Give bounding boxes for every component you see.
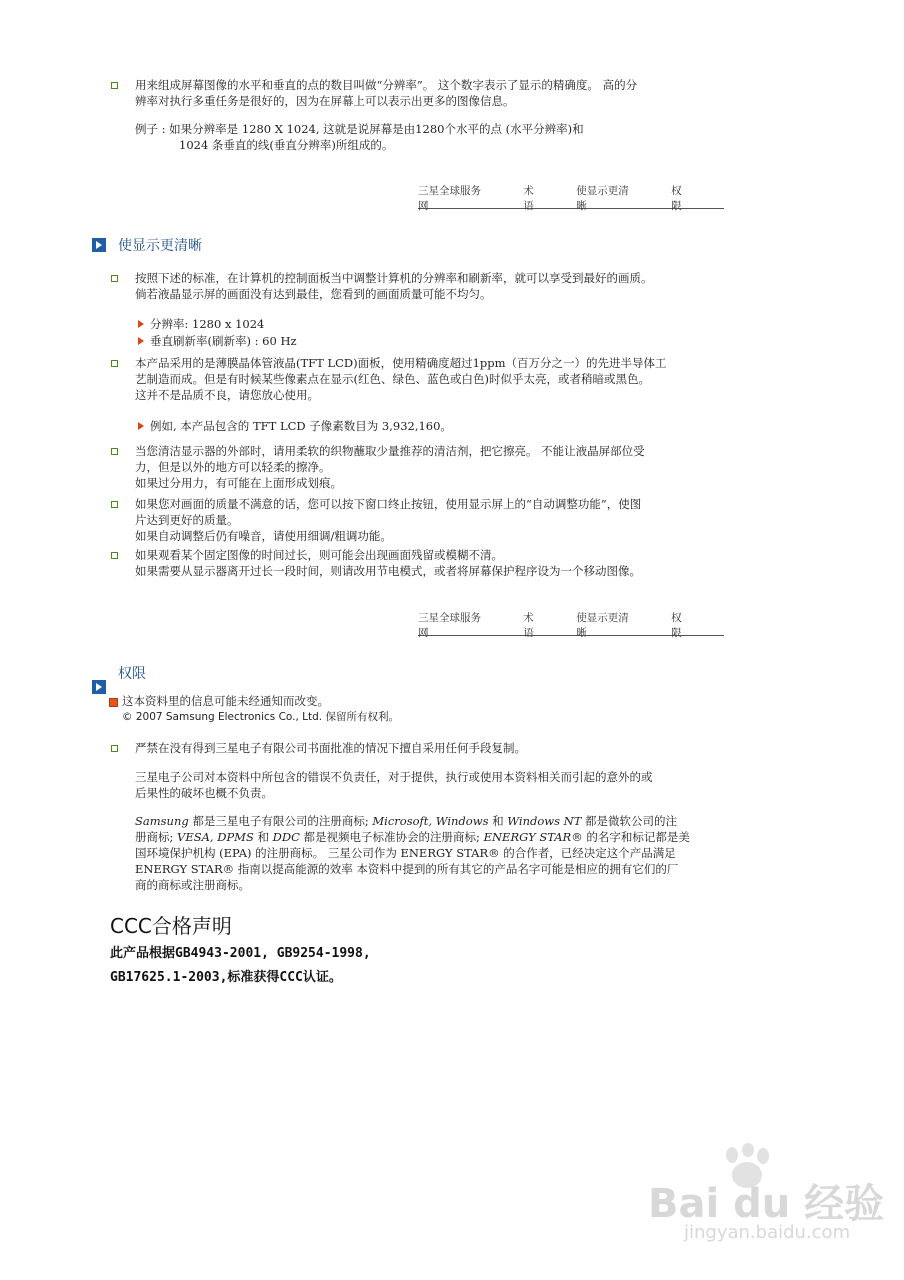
- brand-text: Samsung: [135, 814, 189, 828]
- watermark-brand: Bai du 经验: [648, 1181, 885, 1227]
- text-line: 按照下述的标准，在计算机的控制面板当中调整计算机的分辨率和刷新率，就可以享受到最好的画质。: [135, 271, 653, 285]
- nav-link-terms[interactable]: 术语: [523, 185, 534, 212]
- brand-text: VESA, DPMS: [177, 830, 254, 844]
- liability-paragraph: [135, 769, 653, 801]
- refresh-spec: 垂直刷新率(刷新率) : 60 Hz: [150, 334, 297, 348]
- nav-link-samsung-service[interactable]: 三星全球服务网: [418, 185, 481, 212]
- triangle-bullet-icon: [138, 422, 144, 430]
- section-arrow-icon: [92, 238, 106, 252]
- subpixel-count: 例如, 本产品包含的 TFT LCD 子像素数目为 3,932,160。: [150, 419, 452, 433]
- text-line: GB17625.1-2003,标准获得CCC认证。: [110, 970, 342, 985]
- text-line: [135, 813, 690, 829]
- text-line: 如果过分用力，有可能在上面形成划痕。: [135, 476, 342, 490]
- text-span: 都是视频电子标准协会的注册商标;: [299, 830, 484, 844]
- nav-link-rights[interactable]: 权限: [671, 185, 682, 212]
- nav-link-clear-display[interactable]: 使显示更清晰: [576, 612, 629, 639]
- section-title-clear: 使显示更清晰: [118, 238, 202, 254]
- text-span: 都是三星电子有限公司的注册商标;: [188, 814, 373, 828]
- text-line: 三星电子公司对本资料中所包含的错误不负责任，对于提供，执行或使用本资料相关而引起的意外的或: [135, 770, 653, 784]
- text-line: [135, 829, 690, 845]
- intro-line: 辨率对执行多重任务是很好的，因为在屏幕上可以表示出更多的图像信息。: [135, 94, 515, 108]
- text-line: 这本资料里的信息可能未经通知而改变。: [122, 694, 329, 708]
- text-line: 如果自动调整后仍有噪音，请使用细调/粗调功能。: [135, 529, 392, 543]
- brand-text: Microsoft, Windows: [372, 814, 489, 828]
- section-title-rights: 权限: [118, 666, 146, 682]
- bullet-icon: [111, 360, 118, 367]
- nav-link-terms[interactable]: 术语: [523, 612, 534, 639]
- text-line: 如果观看某个固定图像的时间过长，则可能会出现画面残留或模糊不清。: [135, 548, 503, 562]
- text-line: 本产品采用的是薄膜晶体管液晶(TFT LCD)面板，使用精确度超过1ppm（百万分之一）的先进半导体工: [135, 356, 667, 370]
- bullet-icon: [111, 501, 118, 508]
- nav-link-samsung-service[interactable]: 三星全球服务网: [418, 612, 481, 639]
- example-line: 1024 条垂直的线(垂直分辨率)所组成的。: [179, 138, 394, 152]
- rights-bullet-1: 严禁在没有得到三星电子有限公司书面批准的情况下擅自采用任何手段复制。: [135, 741, 526, 755]
- brand-text: DDC: [272, 830, 300, 844]
- copyright-line: © 2007 Samsung Electronics Co., Ltd. 保留所有权利。: [122, 711, 399, 723]
- watermark-url: jingyan.baidu.com: [684, 1222, 851, 1243]
- text-line: 倘若液晶显示屏的画面没有达到最佳，您看到的画面质量可能不均匀。: [135, 287, 492, 301]
- text-line: 商的商标或注册商标。: [135, 878, 250, 892]
- ccc-title: CCC合格声明: [110, 914, 232, 938]
- ccc-statement: [110, 942, 371, 990]
- intro-paragraph: [135, 77, 637, 109]
- text-line: 国环境保护机构 (EPA) 的注册商标。 三星公司作为 ENERGY STAR® 的合作者，已经决定这个产品满足: [135, 846, 676, 860]
- text-line: ENERGY STAR® 指南以提高能源的效率 本资料中提到的所有其它的产品名字可能是相应的拥有它们的厂: [135, 862, 679, 876]
- nav-bar: [418, 612, 724, 639]
- triangle-bullet-icon: [138, 320, 144, 328]
- clear-bullet-3: [135, 443, 645, 491]
- nav-bar: [418, 185, 724, 212]
- clear-bullet-2: [135, 355, 667, 403]
- text-line: 这并不是品质不良，请您放心使用。: [135, 388, 319, 402]
- trademark-paragraph: [135, 813, 690, 893]
- section-arrow-icon: [92, 680, 106, 694]
- triangle-bullet-icon: [138, 337, 144, 345]
- clear-bullet-5: [135, 547, 641, 579]
- nav-link-clear-display[interactable]: 使显示更清晰: [576, 185, 629, 212]
- text-line: 后果性的破坏也概不负责。: [135, 786, 273, 800]
- clear-bullet-1: [135, 270, 653, 302]
- bullet-icon: [111, 82, 118, 89]
- example-text: [135, 121, 584, 153]
- text-span: 和: [253, 830, 273, 844]
- brand-text: Windows NT: [507, 814, 582, 828]
- notice-bullet-icon: [109, 698, 118, 707]
- text-line: 片达到更好的质量。: [135, 513, 239, 527]
- bullet-icon: [111, 448, 118, 455]
- text-line: 此产品根据GB4943-2001, GB9254-1998,: [110, 946, 371, 961]
- text-line: 如果您对画面的质量不满意的话，您可以按下窗口终止按钮，使用显示屏上的“自动调整功能”，使图: [135, 497, 642, 511]
- bullet-icon: [111, 275, 118, 282]
- rights-notice: [122, 693, 399, 725]
- text-line: 力，但是以外的地方可以轻柔的擦净。: [135, 460, 331, 474]
- nav-link-rights[interactable]: 权限: [671, 612, 682, 639]
- text-line: 艺制造而成。但是有时候某些像素点在显示(红色、绿色、蓝色或白色)时似乎太亮，或者稍暗或黑色。: [135, 372, 650, 386]
- bullet-icon: [111, 552, 118, 559]
- intro-line: 用来组成屏幕图像的水平和垂直的点的数目叫做“分辨率”。 这个数字表示了显示的精确度。 高的分: [135, 78, 638, 92]
- text-span: 册商标;: [135, 830, 178, 844]
- text-line: 当您清洁显示器的外部时，请用柔软的织物蘸取少量推荐的清洁剂，把它擦亮。 不能让液晶屏部位受: [135, 444, 645, 458]
- text-span: 和: [488, 814, 508, 828]
- bullet-icon: [111, 745, 118, 752]
- example-line: 例子 : 如果分辨率是 1280 X 1024, 这就是说屏幕是由1280个水平的点 (水平分辨率)和: [135, 122, 584, 136]
- text-line: 如果需要从显示器离开过长一段时间，则请改用节电模式，或者将屏幕保护程序设为一个移动图像。: [135, 564, 641, 578]
- clear-bullet-4: [135, 496, 641, 544]
- brand-text: ENERGY STAR®: [483, 830, 583, 844]
- text-span: 都是微软公司的注: [581, 814, 678, 828]
- resolution-spec: 分辨率: 1280 x 1024: [150, 317, 265, 331]
- text-span: 的名字和标记都是美: [582, 830, 690, 844]
